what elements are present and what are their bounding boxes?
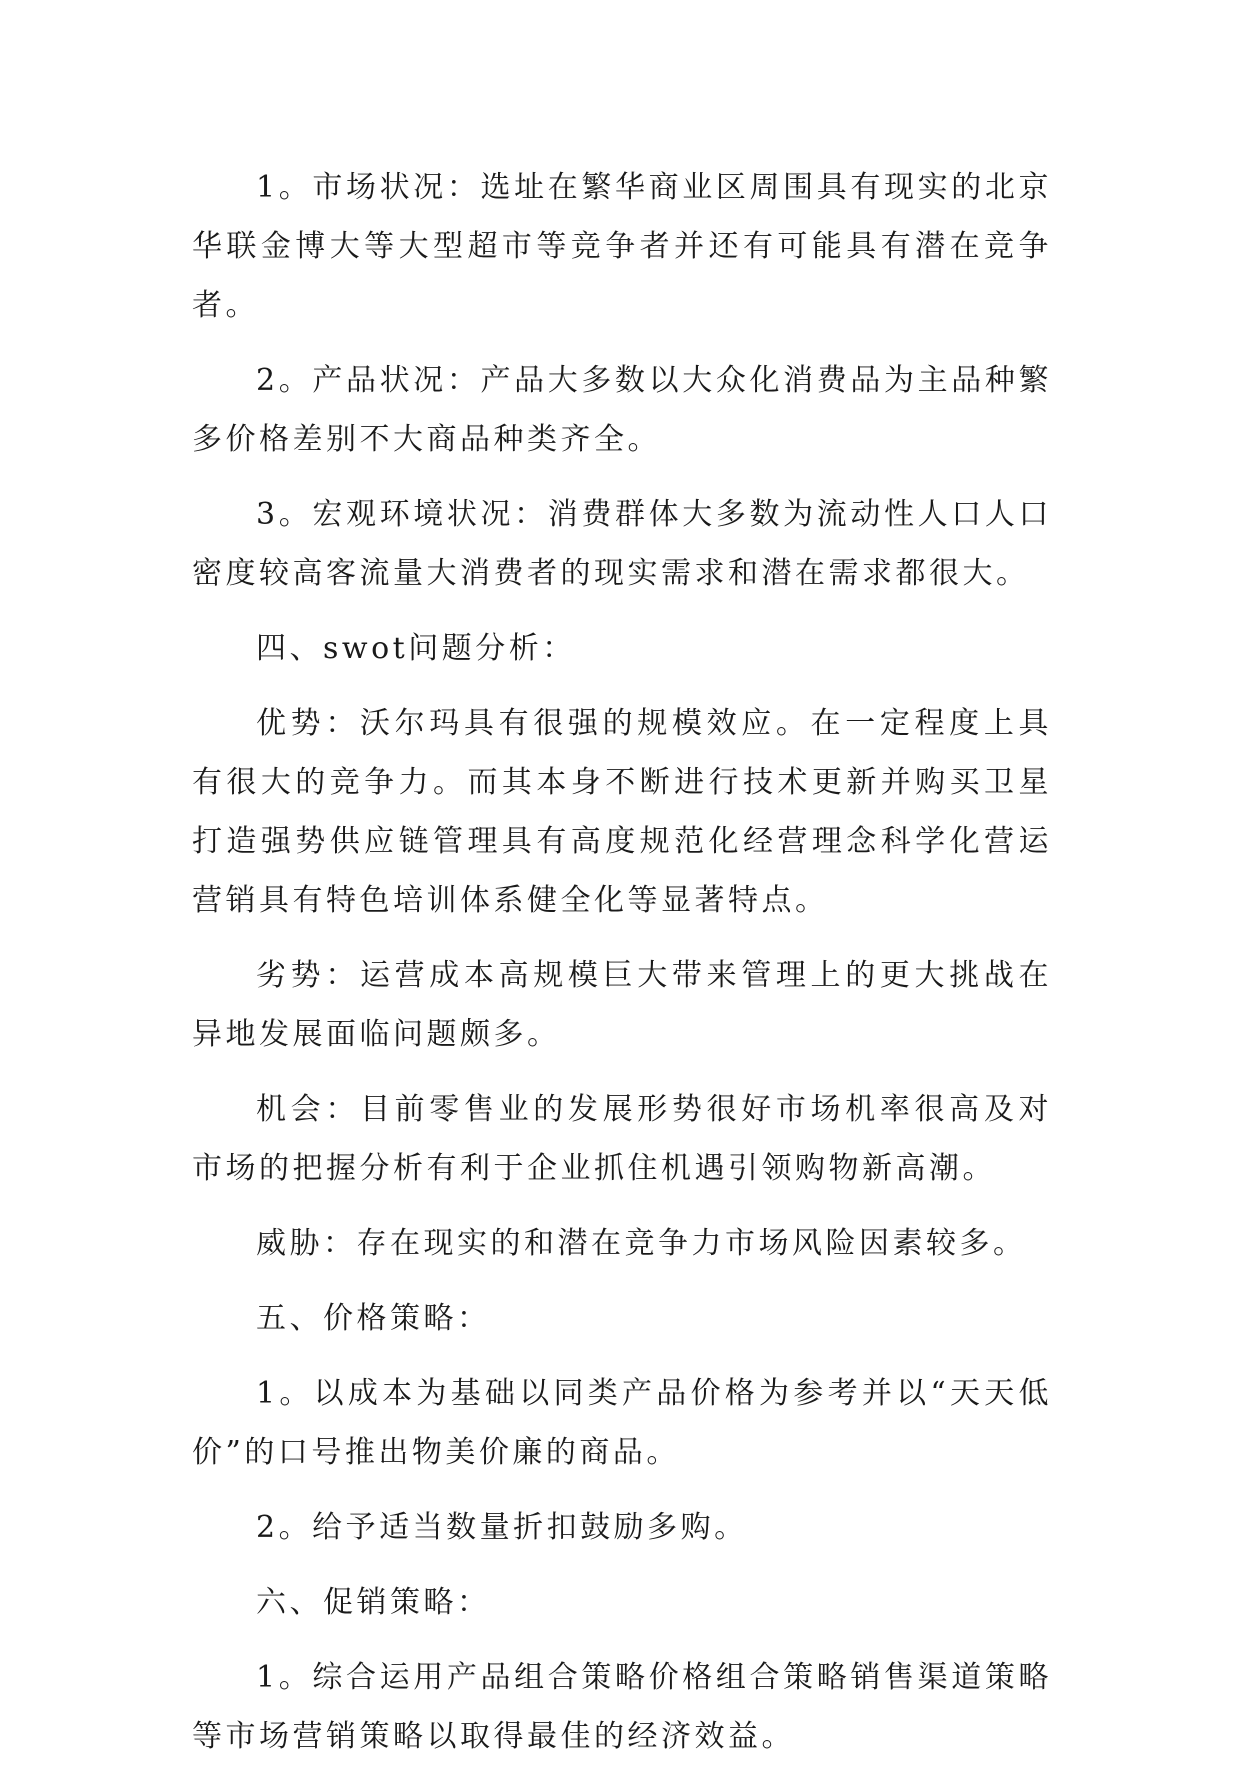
- paragraph-promotion-1: 1。综合运用产品组合策略价格组合策略销售渠道策略等市场营销策略以取得最佳的经济效益。: [192, 1660, 1052, 1754]
- paragraph-strengths: 优势：沃尔玛具有很强的规模效应。在一定程度上具有很大的竞争力。而其本身不断进行技术更新并购买卫星打造强势供应链管理具有高度规范化经营理念科学化营运营销具有特色培训体系健全化等显著特点。: [192, 706, 1052, 918]
- section-heading-swot: 四、swot问题分析：: [256, 631, 576, 666]
- document-body: [192, 158, 1052, 1782]
- paragraph-pricing-2: 2。给予适当数量折扣鼓励多购。: [256, 1510, 748, 1545]
- paragraph-weaknesses: 劣势：运营成本高规模巨大带来管理上的更大挑战在异地发展面临问题颇多。: [192, 958, 1052, 1052]
- paragraph-macro-environment: 3。宏观环境状况：消费群体大多数为流动性人口人口密度较高客流量大消费者的现实需求和潜在需求都很大。: [192, 497, 1052, 591]
- section-heading-promotion: 六、促销策略：: [256, 1585, 491, 1620]
- paragraph-threats: 威胁：存在现实的和潜在竞争力市场风险因素较多。: [256, 1226, 1027, 1261]
- paragraph-pricing-1: 1。以成本为基础以同类产品价格为参考并以“天天低价”的口号推出物美价廉的商品。: [192, 1376, 1052, 1470]
- section-heading-pricing: 五、价格策略：: [256, 1301, 491, 1336]
- paragraph-opportunities: 机会：目前零售业的发展形势很好市场机率很高及对市场的把握分析有利于企业抓住机遇引领购物新高潮。: [192, 1092, 1052, 1186]
- paragraph-product-status: 2。产品状况：产品大多数以大众化消费品为主品种繁多价格差别不大商品种类齐全。: [192, 363, 1052, 457]
- paragraph-market-status: 1。市场状况：选址在繁华商业区周围具有现实的北京华联金博大等大型超市等竞争者并还有可能具有潜在竞争者。: [192, 170, 1052, 323]
